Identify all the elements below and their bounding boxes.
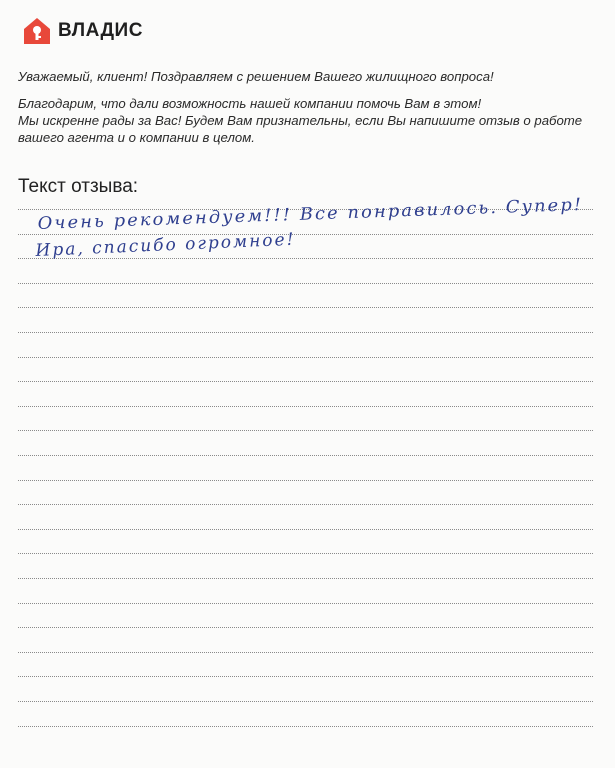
ruled-line xyxy=(18,234,593,235)
ruled-line xyxy=(18,676,593,677)
intro-line-3: вашего агента и о компании в целом. xyxy=(18,130,255,145)
ruled-line xyxy=(18,529,593,530)
ruled-line xyxy=(18,652,593,653)
ruled-line xyxy=(18,627,593,628)
ruled-line xyxy=(18,726,593,727)
ruled-lines xyxy=(18,0,593,768)
ruled-line xyxy=(18,430,593,431)
ruled-line xyxy=(18,553,593,554)
intro-line-1: Благодарим, что дали возможность нашей компании помочь Вам в этом! xyxy=(18,96,482,111)
ruled-line xyxy=(18,357,593,358)
ruled-line xyxy=(18,504,593,505)
ruled-line xyxy=(18,332,593,333)
ruled-line xyxy=(18,307,593,308)
ruled-line xyxy=(18,455,593,456)
ruled-line xyxy=(18,701,593,702)
ruled-line xyxy=(18,603,593,604)
review-title: Текст отзыва: xyxy=(18,176,139,197)
brand-name: ВЛАДИС xyxy=(58,20,143,41)
ruled-line xyxy=(18,258,593,259)
ruled-line xyxy=(18,283,593,284)
ruled-line xyxy=(18,406,593,407)
ruled-line xyxy=(18,578,593,579)
handwritten-review-line-1: Очень рекомендуем!!! Все понравилось. Супер! xyxy=(37,194,584,234)
ruled-line xyxy=(18,480,593,481)
intro-line-2: Мы искренне рады за Вас! Будем Вам признательны, если Вы напишите отзыв о работе xyxy=(18,113,583,128)
ruled-line xyxy=(18,381,593,382)
handwritten-review-line-2: Ира, спасибо огромное! xyxy=(35,229,296,261)
greeting: Уважаемый, клиент! Поздравляем с решением Вашего жилищного вопроса! xyxy=(18,69,494,84)
